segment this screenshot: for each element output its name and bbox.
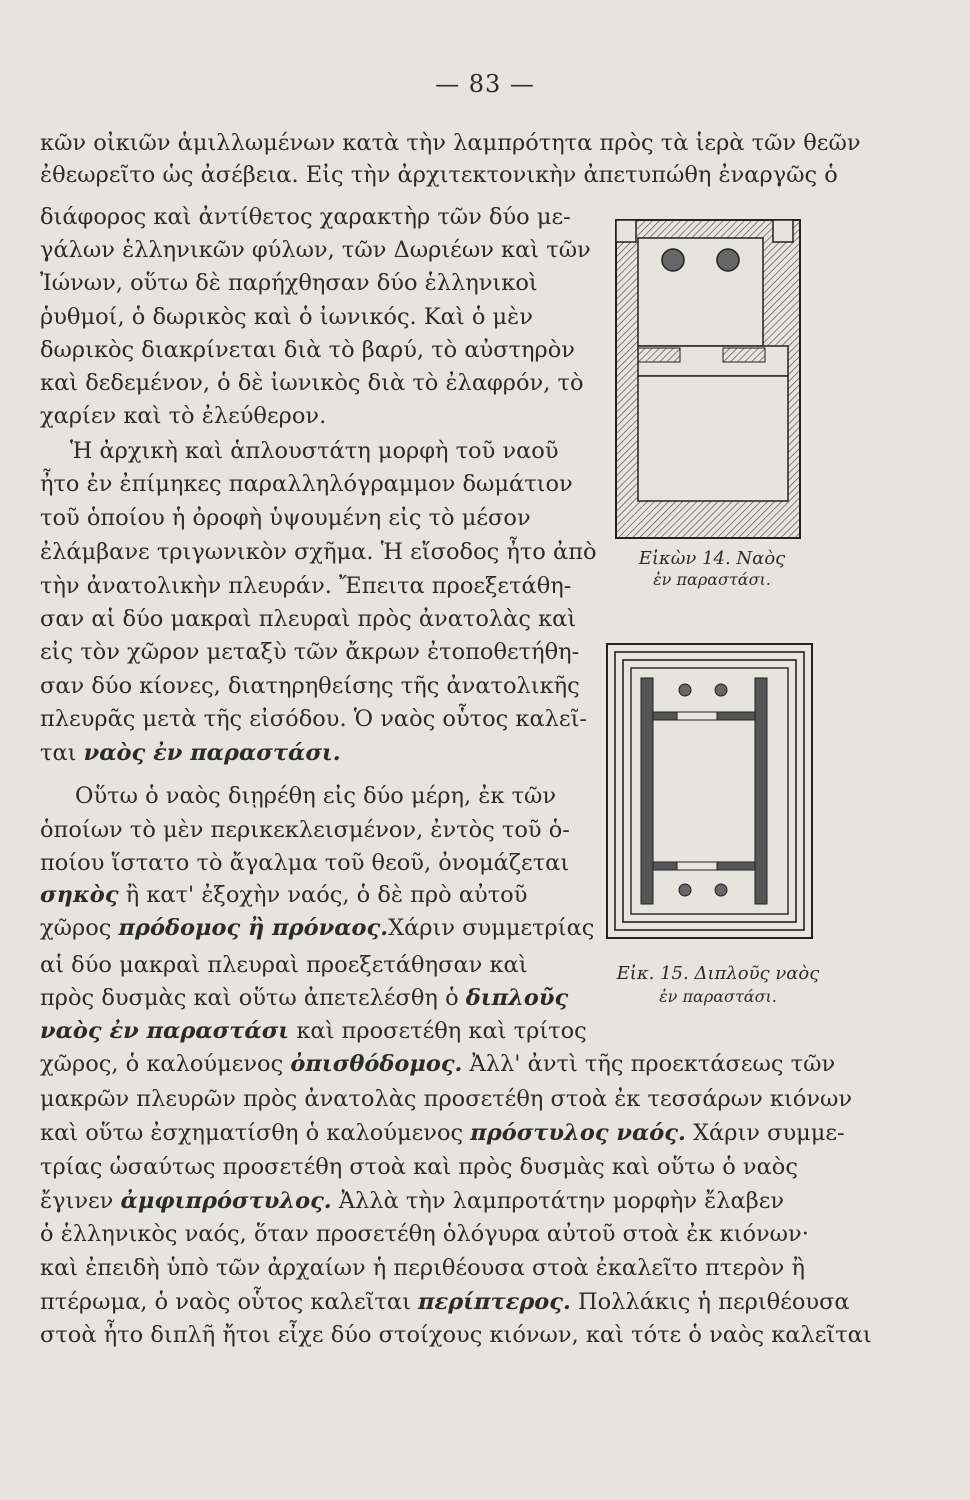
column: [715, 884, 727, 896]
anta-right: [773, 220, 793, 242]
text-line: σηκὸς ἢ κατ' ἐξοχὴν ναός, ὁ δὲ πρὸ αὐτοῦ: [40, 882, 528, 908]
term-naos-en-parastasi: ναὸς ἐν παραστάσι.: [83, 740, 341, 766]
text-line: καὶ δεδεμένον, ὁ δὲ ἰωνικὸς διὰ τὸ ἐλαφρόν, τὸ: [40, 370, 584, 396]
figure-14-caption-line2: ἐν παραστάσι.: [653, 570, 771, 589]
stylobate-step: [607, 644, 812, 938]
text-line: τὴν ἀνατολικὴν πλευράν. Ἔπειτα προεξετάθη-: [40, 573, 572, 599]
text-line: Οὕτω ὁ ναὸς διῃρέθη εἰς δύο μέρη, ἐκ τῶν: [75, 783, 557, 809]
text-line: δωρικὸς διακρίνεται διὰ τὸ βαρύ, τὸ αὐστηρὸν: [40, 337, 575, 363]
term-amphiprostylos: ἀμφιπρόστυλος.: [120, 1188, 332, 1214]
text-line: ὁ ἑλληνικὸς ναός, ὅταν προσετέθη ὁλόγυρα αὐτοῦ στοὰ ἐκ κιόνων·: [40, 1221, 809, 1247]
text-line: κῶν οἰκιῶν ἁμιλλωμένων κατὰ τὴν λαμπρότητα πρὸς τὰ ἱερὰ τῶν θεῶν: [40, 130, 861, 156]
term-sekos: σηκὸς: [40, 882, 119, 908]
text-line: μακρῶν πλευρῶν πρὸς ἀνατολὰς προσετέθη στοὰ ἐκ τεσσάρων κιόνων: [40, 1086, 853, 1112]
column: [715, 684, 727, 696]
text-line: καὶ οὕτω ἐσχηματίσθη ὁ καλούμενος πρόστυλος ναός. Χάριν συμμε-: [40, 1120, 845, 1146]
text-line: στοὰ ἦτο διπλῆ ἤτοι εἶχε δύο στοίχους κιόνων, καὶ τότε ὁ ναὸς καλεῖται: [40, 1322, 872, 1348]
term-prostylos: πρόστυλος ναός.: [470, 1120, 686, 1146]
door: [677, 712, 717, 720]
text-line: πτέρωμα, ὁ ναὸς οὗτος καλεῖται περίπτερος. Πολλάκις ἡ περιθέουσα: [40, 1289, 850, 1315]
text-line: πρὸς δυσμὰς καὶ οὕτω ἀπετελέσθη ὁ διπλοῦς: [40, 985, 569, 1011]
term-prodomos: πρόδομος ἢ πρόναος.: [118, 915, 389, 941]
long-wall-right: [755, 678, 767, 904]
text-line: ὁποίων τὸ μὲν περικεκλεισμένον, ἐντὸς τοῦ ὁ-: [40, 817, 570, 843]
long-wall-left: [641, 678, 653, 904]
term-naos-en-parastasi-2: ναὸς ἐν παραστάσι: [40, 1018, 290, 1044]
term-diplous: διπλοῦς: [465, 985, 569, 1011]
pronaos-space: [638, 238, 763, 346]
text-line: ται ναὸς ἐν παραστάσι.: [40, 740, 341, 766]
text-line: χαρίεν καὶ τὸ ἐλεύθερον.: [40, 403, 327, 429]
text-line: αἱ δύο μακραὶ πλευραὶ προεξετάθησαν καὶ: [40, 952, 528, 978]
text-line: ποίου ἵστατο τὸ ἄγαλμα τοῦ θεοῦ, ὀνομάζεται: [40, 850, 570, 876]
column: [679, 884, 691, 896]
wall-segment: [638, 348, 680, 362]
door: [677, 862, 717, 870]
text-line: ἦτο ἐν ἐπίμηκες παραλληλόγραμμον δωμάτιον: [40, 471, 573, 497]
text-line: εἰς τὸν χῶρον μεταξὺ τῶν ἄκρων ἐτοποθετήθη-: [40, 639, 580, 665]
text-line: χῶρος, ὁ καλούμενος ὀπισθόδομος. Ἀλλ' ἀντὶ τῆς προεκτάσεως τῶν: [40, 1051, 836, 1077]
temple-in-antis-plan-figure: [608, 208, 808, 544]
text-line: διάφορος καὶ ἀντίθετος χαρακτὴρ τῶν δύο με-: [40, 204, 571, 230]
text-line: Ἡ ἀρχικὴ καὶ ἁπλουστάτη μορφὴ τοῦ ναοῦ: [70, 438, 559, 464]
text-line: καὶ ἐπειδὴ ὑπὸ τῶν ἀρχαίων ἡ περιθέουσα στοὰ ἐκαλεῖτο πτερὸν ἢ: [40, 1255, 805, 1281]
text-line: ῥυθμοί, ὁ δωρικὸς καὶ ὁ ἰωνικός. Καὶ ὁ μὲν: [40, 304, 533, 330]
text-line: τοῦ ὁποίου ἡ ὀροφὴ ὑψουμένη εἰς τὸ μέσον: [40, 505, 531, 531]
wall-segment: [723, 348, 765, 362]
column: [662, 249, 684, 271]
column: [679, 684, 691, 696]
cella-space: [638, 376, 788, 501]
text-line: ἐλάμβανε τριγωνικὸν σχῆμα. Ἡ εἴσοδος ἦτο ἀπὸ: [40, 539, 597, 565]
text-line: χῶρος πρόδομος ἢ πρόναος.Χάριν συμμετρίας: [40, 915, 595, 941]
column: [717, 249, 739, 271]
text-line: σαν αἱ δύο μακραὶ πλευραὶ πρὸς ἀνατολὰς καὶ: [40, 606, 577, 632]
text-line: ἔγινεν ἀμφιπρόστυλος. Ἀλλὰ τὴν λαμπροτάτην μορφὴν ἔλαβεν: [40, 1188, 785, 1214]
text-line: ἐθεωρεῖτο ὡς ἀσέβεια. Εἰς τὴν ἀρχιτεκτονικὴν ἀπετυπώθη ἐναργῶς ὁ: [40, 162, 838, 188]
figure-14-caption-line1: Εἰκὼν 14. Ναὸς: [638, 548, 786, 569]
anta-left: [616, 220, 636, 242]
text-line: ναὸς ἐν παραστάσι καὶ προσετέθη καὶ τρίτος: [40, 1018, 587, 1044]
term-peripteros: περίπτερος.: [418, 1289, 571, 1315]
figure-15-caption-line2: ἐν παραστάσι.: [659, 987, 777, 1006]
text-line: Ἰώνων, οὕτω δὲ παρήχθησαν δύο ἑλληνικοὶ: [40, 270, 538, 296]
text-line: σαν δύο κίονες, διατηρηθείσης τῆς ἀνατολικῆς: [40, 673, 580, 699]
text-line: πλευρᾶς μετὰ τῆς εἰσόδου. Ὁ ναὸς οὗτος καλεῖ-: [40, 706, 587, 732]
text-line: τρίας ὡσαύτως προσετέθη στοὰ καὶ πρὸς δυσμὰς καὶ οὕτω ὁ ναὸς: [40, 1154, 798, 1180]
double-temple-in-antis-plan-figure: [605, 642, 815, 942]
page-number: — 83 —: [435, 70, 535, 98]
text-line: γάλων ἑλληνικῶν φύλων, τῶν Δωριέων καὶ τῶν: [40, 237, 591, 263]
term-opisthodomos: ὀπισθόδομος.: [290, 1051, 463, 1077]
figure-15-caption-line1: Εἰκ. 15. Διπλοῦς ναὸς: [616, 963, 820, 984]
